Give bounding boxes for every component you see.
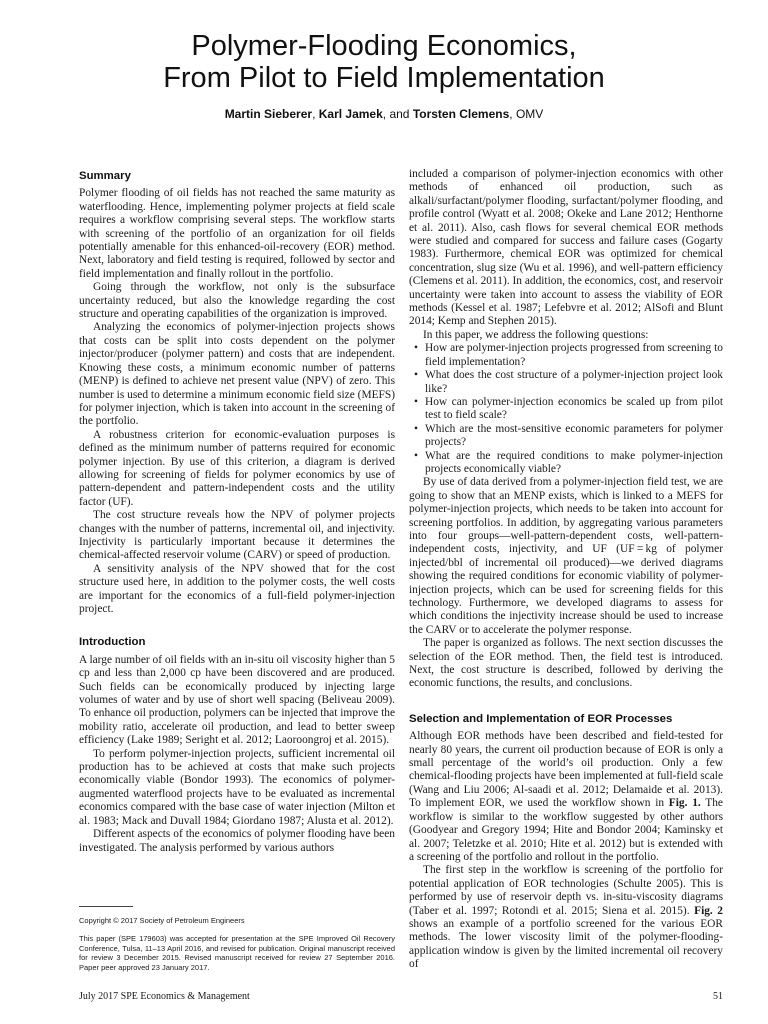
list-item: • Which are the most-sensitive economic parameters for polymer projects?: [425, 423, 723, 450]
summary-paragraph: Going through the workflow, not only is the subsurface uncertainty reduced, but also the knowledge regarding the cost structure and operating capabilities of the organization is improved.: [79, 281, 395, 321]
questions-list: [409, 342, 723, 476]
author-separator: , and: [382, 107, 413, 121]
summary-heading: Summary: [79, 170, 131, 182]
section-spacer: [409, 691, 723, 713]
summary-paragraph: Analyzing the economics of polymer-injection projects shows that costs can be split into costs dependent on the polymer injector/producer (polymer pattern) and costs that are independent. Knowing these costs, a minimum economic number of patterns (MENP) is defined to achieve net present value (NPV) of zero. This number is used to determine a minimum economic field size (MEFS) for polymer injection, which is taken into account in the screening of the portfolio.: [79, 321, 395, 428]
page-number: 51: [713, 991, 723, 1002]
list-item: • What does the cost structure of a polymer-injection project look like?: [425, 369, 723, 396]
affiliation: , OMV: [509, 107, 544, 121]
text-run: The workflow is similar to the workflow suggested by other authors (Goodyear and Gregory 1994; Hite and Bondor 2004; Kaminsky et al. 2007; Teletzke et al. 2010; Hite et al. 2012) but is extended with a screening of the portfolio and rollout in the portfolio.: [409, 797, 723, 863]
summary-paragraph: A robustness criterion for economic-evaluation purposes is defined as the minimum number of patterns required for economic polymer injection. By use of this criterion, a diagram is derived allowing for screening of fields for polymer economics by use of pattern-dependent and pattern-independent costs and the utility factor (UF).: [79, 428, 395, 508]
author-3: Torsten Clemens: [412, 107, 510, 121]
publication-note: This paper (SPE 179603) was accepted for presentation at the SPE Improved Oil Recovery Conference, Tulsa, 11–13 April 2016, and revised for publication. Original manuscript received for review 3 December 2015. Revised manuscript received for review 27 September 2016. Paper peer approved 23 January 2017.: [79, 934, 395, 972]
introduction-paragraph: To perform polymer-injection projects, sufficient incremental oil production has to be achieved at costs that make such projects economically viable (Bondor 1993). The economics of polymer-augmented waterflood projects have to be evaluated as incremental economics compared with the base case of water injection (Milton et al. 1983; Mack and Duvall 1984; Giordano 1987; Alusta et al. 2012).: [79, 747, 395, 827]
right-column: [409, 168, 723, 972]
introduction-paragraph: A large number of oil fields with an in-situ oil viscosity higher than 5 cp and less than 2,000 cp have been discovered and are produced. Such fields can be economically produced by injecting large volumes of water and by use of short well spacing (Beliveau 2009). To enhance oil production, polymers can be injected that improve the mobility ratio, accelerate oil production, and lead to better sweep efficiency (Lake 1989; Seright et al. 2012; Laoroongroj et al. 2015).: [79, 653, 395, 747]
list-item: • How are polymer-injection projects progressed from screening to field implementation?: [425, 342, 723, 369]
title-line-1: Polymer-Flooding Economics,: [191, 30, 577, 62]
figure-2-reference[interactable]: Fig. 2: [694, 904, 723, 917]
selection-paragraph: [409, 864, 723, 971]
body-paragraph: included a comparison of polymer-injection economics with other methods of enhanced oil production, such as alkali/surfactant/polymer flooding, surfactant/polymer flooding, and profile control (Wyatt et al. 2008; Okeke and Lane 2012; Henthorne et al. 2011). Also, cash flows for several chemical EOR methods were studied and compared for success and failure cases (Gogarty 1983). Furthermore, chemical EOR was optimized for chemical concentration, slug size (Wu et al. 1996), and well-pattern efficiency (Clemens et al. 2011). In addition, the economics, cost, and reservoir uncertainty were taken into account to assess the viability of EOR methods (Kessel et al. 1987; Lefebvre et al. 2012; AlSofi and Blunt 2014; Kemp and Stephen 2015).: [409, 168, 723, 328]
summary-paragraph: A sensitivity analysis of the NPV showed that for the cost structure used here, in addition to the polymer costs, the well costs are important for the economics of a full-field polymer-injection project.: [79, 562, 395, 615]
text-run: shows an example of a portfolio screened for the various EOR methods. The lower viscosity limit of the polymer-flooding-application window is given by the limited incremental oil recovery of: [409, 917, 723, 971]
author-separator: ,: [312, 107, 319, 121]
footnote-divider: [79, 906, 133, 907]
left-column: [79, 170, 395, 855]
selection-heading: Selection and Implementation of EOR Processes: [409, 712, 673, 725]
copyright-notice: Copyright © 2017 Society of Petroleum Engineers: [79, 916, 245, 925]
text-run: Although EOR methods have been described and field-tested for nearly 80 years, the current oil production because of EOR is only a small percentage of the world’s oil production. Only a few chemical-flooding projects have been implemented at full-field scale (Wang and Liu 2006; Al-saadi et al. 2012; Delamaide et al. 2013). To implement EOR, we used the workflow shown in: [409, 730, 723, 810]
author-1: Martin Sieberer: [224, 107, 313, 121]
figure-1-reference[interactable]: Fig. 1.: [668, 797, 701, 810]
article-title: [0, 30, 768, 94]
list-item: • What are the required conditions to make polymer-injection projects economically viable?: [425, 450, 723, 477]
summary-paragraph: Polymer flooding of oil fields has not reached the same maturity as waterflooding. Hence, implementing polymer projects at field scale requires a workflow comprising several steps. The workflow starts with screening of the portfolio of an organization for oil fields potentially amenable for this enhanced-oil-recovery (EOR) method. Next, laboratory and field testing is required, followed by sector and field implementation and finally rollout in the portfolio.: [79, 187, 395, 280]
summary-paragraph: The cost structure reveals how the NPV of polymer projects changes with the number of patterns, incremental oil, and injectivity. Injectivity is particularly important because it determines the chemical-affected reservoir volume (CARV) or speed of production.: [79, 509, 395, 562]
journal-footer: July 2017 SPE Economics & Management: [79, 991, 250, 1002]
section-spacer: [79, 616, 395, 636]
body-paragraph: By use of data derived from a polymer-injection field test, we are going to show that an MENP exists, which is linked to a MEFS for polymer-injection projects, which needs to be taken into account for screening portfolios. In addition, by aggregating various parameters into four groups—well-pattern-dependent costs, well-pattern-independent costs, injectivity, and UF (UF = kg of polymer injected/bbl of incremental oil produced)—we derived diagrams showing the required conditions for economic viability of polymer-injection projects, which can be used for screening fields for this technology. Furthermore, we developed diagrams to assess for which conditions the injectivity increase should be used to increase the CARV or to accelerate the polymer response.: [409, 476, 723, 636]
title-line-2: From Pilot to Field Implementation: [163, 62, 605, 94]
text-run: The first step in the workflow is screening of the portfolio for potential application of EOR technologies (Schulte 2005). This is performed by use of reservoir depth vs. in-situ-viscosity diagrams (Taber et al. 1997; Rotondi et al. 2015; Siena et al. 2015).: [409, 864, 723, 917]
author-2: Karl Jamek: [318, 107, 383, 121]
list-item: • How can polymer-injection economics be scaled up from pilot test to field scale?: [425, 396, 723, 423]
body-paragraph: In this paper, we address the following questions:: [423, 328, 649, 341]
introduction-heading: Introduction: [79, 636, 146, 649]
author-line: [0, 107, 768, 121]
selection-paragraph: [409, 730, 723, 864]
introduction-paragraph: Different aspects of the economics of polymer flooding have been investigated. The analysis performed by various authors: [79, 828, 395, 854]
body-paragraph: The paper is organized as follows. The next section discusses the selection of the EOR method. Then, the field test is introduced. Next, the cost structure is described, followed by deriving the economic functions, the results, and conclusions.: [409, 637, 723, 690]
